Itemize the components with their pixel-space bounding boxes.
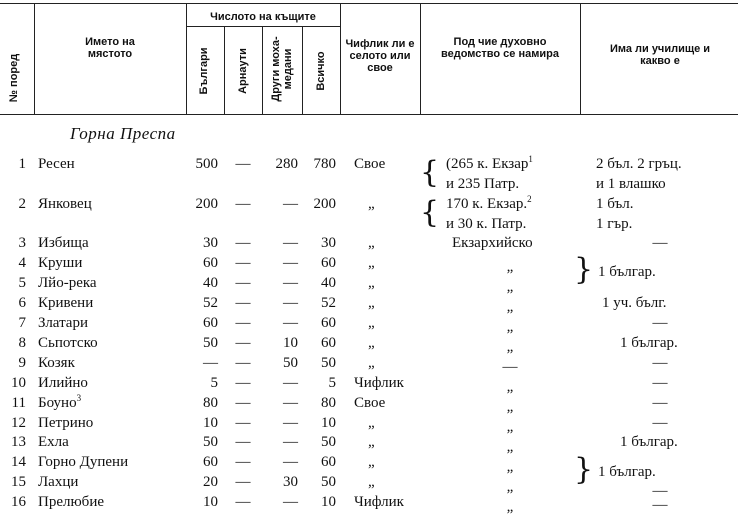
row-number: 6: [18, 295, 26, 311]
row-number: 13: [11, 434, 26, 450]
count-total: 10: [321, 415, 336, 431]
chiflik-status: Свое: [354, 395, 386, 411]
count-mohamedani: —: [283, 375, 298, 391]
count-bulgari: 5: [210, 375, 218, 391]
count-total: 780: [313, 156, 336, 172]
uchilishte-r45: 1 българ.: [598, 264, 656, 280]
count-mohamedani: 280: [275, 156, 298, 172]
count-bulgari: 50: [203, 434, 218, 450]
count-mohamedani: —: [283, 395, 298, 411]
count-total: 10: [321, 494, 336, 510]
place-name: Избища: [38, 235, 89, 251]
header-vline: [34, 3, 35, 114]
count-mohamedani: —: [283, 275, 298, 291]
vedomstvo-cell: „: [506, 419, 514, 435]
vedomstvo-cell: „: [506, 459, 514, 475]
count-bulgari: 80: [203, 395, 218, 411]
count-mohamedani: —: [283, 315, 298, 331]
brace-row1: {: [420, 155, 440, 190]
brace-row2: {: [420, 195, 440, 230]
header-vline: [262, 26, 263, 114]
count-arnauti: —: [235, 275, 251, 291]
count-bulgari: 200: [195, 196, 218, 212]
row-number: 3: [18, 235, 26, 251]
chiflik-status: „: [368, 315, 375, 331]
count-total: 40: [321, 275, 336, 291]
uchilishte-r3: —: [652, 235, 668, 251]
uchilishte-r11: —: [652, 395, 668, 411]
chiflik-status: „: [368, 454, 375, 470]
place-name: Прелюбие: [38, 494, 104, 510]
count-arnauti: —: [235, 295, 251, 311]
vedomstvo-cell: „: [506, 339, 514, 355]
vedomstvo-cell: „: [506, 499, 514, 515]
chiflik-status: „: [368, 196, 375, 212]
place-name: Кривени: [38, 295, 94, 311]
region-title: Горна Преспа: [70, 124, 176, 143]
top-rule: [0, 3, 738, 4]
vedomstvo-cell: „: [506, 479, 514, 495]
header-bottom-rule: [0, 114, 738, 115]
chiflik-status: „: [368, 335, 375, 351]
count-total: 50: [321, 474, 336, 490]
row-number: 14: [11, 454, 26, 470]
chiflik-status: „: [368, 474, 375, 490]
count-arnauti: —: [235, 494, 251, 510]
count-mohamedani: —: [283, 494, 298, 510]
header-uchilishte: Има ли училище и какво е: [609, 43, 711, 67]
count-bulgari: 40: [203, 275, 218, 291]
chiflik-status: „: [368, 295, 375, 311]
count-arnauti: —: [235, 434, 251, 450]
row-number: 2: [18, 196, 26, 212]
vedomstvo-r3: Екзархийско: [452, 235, 533, 251]
place-name: Боуно$^3$: [38, 393, 82, 411]
vedomstvo-r2a: 170 к. Екзар.$^2$: [446, 194, 532, 212]
header-mohamedani: Други моха-медани: [270, 36, 294, 102]
count-bulgari: 500: [195, 156, 218, 172]
uchilishte-r1a: 2 бъл. 2 гръц.: [596, 156, 682, 172]
vedomstvo-r1b: и 235 Патр.: [446, 176, 520, 192]
row-number: 1: [18, 156, 26, 172]
header-vline: [580, 3, 581, 114]
place-name: Ресен: [38, 156, 75, 172]
count-total: 50: [321, 434, 336, 450]
row-number: 15: [11, 474, 26, 490]
row-number: 5: [18, 275, 26, 291]
uchilishte-r10: —: [652, 375, 668, 391]
count-bulgari: 10: [203, 415, 218, 431]
uchilishte-r16: —: [652, 497, 668, 513]
count-arnauti: —: [235, 474, 251, 490]
count-arnauti: —: [235, 415, 251, 431]
count-arnauti: —: [235, 355, 251, 371]
vedomstvo-cell: „: [506, 399, 514, 415]
uchilishte-r1415: 1 българ.: [598, 464, 656, 480]
vedomstvo-cell: „: [506, 279, 514, 295]
count-bulgari: 52: [203, 295, 218, 311]
count-total: 5: [328, 375, 336, 391]
count-mohamedani: —: [283, 295, 298, 311]
count-bulgari: —: [203, 355, 218, 371]
chiflik-status: Свое: [354, 156, 386, 172]
place-name: Лйо-река: [38, 275, 97, 291]
count-mohamedani: —: [283, 415, 298, 431]
place-name: Козяк: [38, 355, 75, 371]
vedomstvo-cell: „: [506, 299, 514, 315]
header-arnauti: Арнаути: [237, 48, 249, 94]
count-total: 80: [321, 395, 336, 411]
count-total: 60: [321, 454, 336, 470]
brace-rows-14-15: }: [574, 452, 594, 487]
vedomstvo-cell: „: [506, 319, 514, 335]
count-bulgari: 20: [203, 474, 218, 490]
count-total: 50: [321, 355, 336, 371]
uchilishte-r7: —: [652, 315, 668, 331]
vedomstvo-cell: „: [506, 259, 514, 275]
uchilishte-r15: —: [652, 483, 668, 499]
brace-rows-4-5: }: [574, 252, 594, 287]
place-name: Златари: [38, 315, 88, 331]
header-no: № поред: [8, 53, 20, 103]
row-number: 12: [11, 415, 26, 431]
header-vedomstvo: Под чие духовно ведомство се намира: [441, 36, 559, 60]
count-total: 60: [321, 335, 336, 351]
uchilishte-r2b: 1 гър.: [596, 216, 633, 232]
count-mohamedani: —: [283, 255, 298, 271]
count-bulgari: 10: [203, 494, 218, 510]
count-total: 60: [321, 315, 336, 331]
row-number: 10: [11, 375, 26, 391]
uchilishte-r8: 1 българ.: [620, 335, 678, 351]
chiflik-status: „: [368, 355, 375, 371]
header-vline: [302, 26, 303, 114]
vedomstvo-cell: —: [502, 359, 518, 375]
uchilishte-r12: —: [652, 415, 668, 431]
count-total: 52: [321, 295, 336, 311]
place-name: Горно Дупени: [38, 454, 129, 470]
count-arnauti: —: [235, 235, 251, 251]
uchilishte-r13: 1 българ.: [620, 434, 678, 450]
header-vline: [420, 3, 421, 114]
place-name: Янковец: [38, 196, 92, 212]
row-number: 9: [18, 355, 26, 371]
header-bulgari: Българи: [198, 47, 210, 95]
uchilishte-r2a: 1 бъл.: [596, 196, 634, 212]
count-bulgari: 60: [203, 454, 218, 470]
chiflik-status: „: [368, 275, 375, 291]
place-name: Круши: [38, 255, 83, 271]
count-arnauti: —: [235, 335, 251, 351]
uchilishte-r9: —: [652, 355, 668, 371]
count-mohamedani: —: [283, 454, 298, 470]
header-name: Името на мястото: [85, 36, 135, 60]
row-number: 8: [18, 335, 26, 351]
place-name: Ехла: [38, 434, 69, 450]
row-number: 4: [18, 255, 26, 271]
row-number: 7: [18, 315, 26, 331]
chiflik-status: Чифлик: [354, 494, 404, 510]
count-arnauti: —: [235, 315, 251, 331]
count-total: 60: [321, 255, 336, 271]
count-mohamedani: 10: [283, 335, 298, 351]
vedomstvo-cell: „: [506, 379, 514, 395]
count-arnauti: —: [235, 196, 251, 212]
count-arnauti: —: [235, 454, 251, 470]
count-mohamedani: —: [283, 434, 298, 450]
row-number: 16: [11, 494, 26, 510]
header-vsichko: Всичко: [315, 51, 327, 91]
count-bulgari: 60: [203, 255, 218, 271]
uchilishte-r6: 1 уч. бълг.: [602, 295, 667, 311]
row-number: 11: [11, 395, 26, 411]
chiflik-status: „: [368, 434, 375, 450]
houses-group-rule: [186, 26, 340, 27]
place-name: Петрино: [38, 415, 94, 431]
header-vline: [340, 3, 341, 114]
count-bulgari: 50: [203, 335, 218, 351]
chiflik-status: Чифлик: [354, 375, 404, 391]
count-bulgari: 60: [203, 315, 218, 331]
uchilishte-r1b: и 1 влашко: [596, 176, 666, 192]
vedomstvo-r1a: (265 к. Екзар$^1$: [446, 154, 533, 172]
vedomstvo-cell: „: [506, 439, 514, 455]
count-total: 30: [321, 235, 336, 251]
count-mohamedani: 50: [283, 355, 298, 371]
chiflik-status: „: [368, 415, 375, 431]
place-name: Илийно: [38, 375, 88, 391]
chiflik-status: „: [368, 255, 375, 271]
count-mohamedani: —: [283, 196, 298, 212]
vedomstvo-r2b: и 30 к. Патр.: [446, 216, 527, 232]
place-name: Лахци: [38, 474, 79, 490]
count-total: 200: [313, 196, 336, 212]
header-houses: Числото на къщите: [210, 11, 316, 23]
count-arnauti: —: [235, 375, 251, 391]
count-arnauti: —: [235, 156, 251, 172]
place-name: Сьпотско: [38, 335, 98, 351]
count-mohamedani: 30: [283, 474, 298, 490]
header-chiflik: Чифлик ли е селото или свое: [345, 38, 415, 74]
chiflik-status: „: [368, 235, 375, 251]
count-arnauti: —: [235, 395, 251, 411]
count-mohamedani: —: [283, 235, 298, 251]
header-vline: [224, 26, 225, 114]
count-bulgari: 30: [203, 235, 218, 251]
count-arnauti: —: [235, 255, 251, 271]
